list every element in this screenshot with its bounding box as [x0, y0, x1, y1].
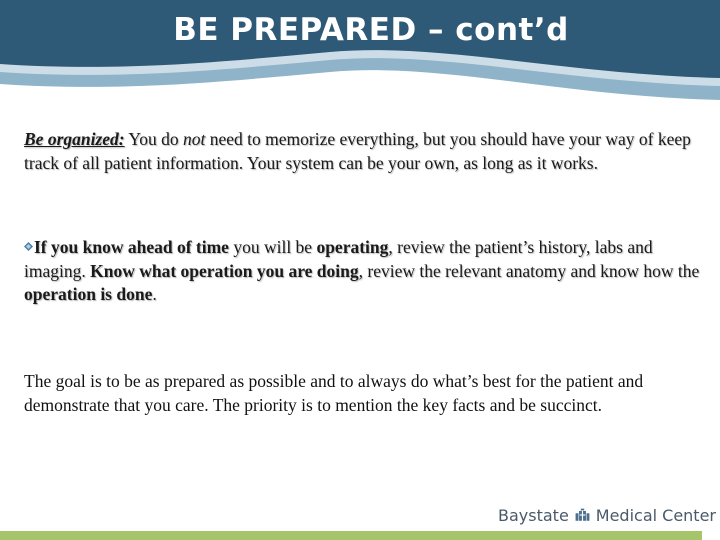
text-segment: You do: [124, 129, 183, 149]
lead-text: Be organized:: [24, 129, 125, 149]
logo-text-left: Baystate: [498, 505, 569, 525]
footer-bar-end: [702, 531, 720, 540]
baystate-logo: [498, 503, 716, 527]
header-banner: [0, 0, 720, 100]
bold-text: operating: [316, 237, 389, 257]
paragraph-organized: [24, 128, 700, 175]
baystate-mark-icon: [575, 504, 590, 526]
text-segment: , review the relevant anatomy and know how the: [358, 260, 700, 281]
text-segment: you will be: [228, 237, 317, 257]
diamond-bullet-icon: [24, 242, 33, 251]
paragraph-goal: The goal is to be as prepared as possible and to always do what’s best for the patient and demonstrate that you care. The priority is to mention the key facts and be succinct.: [24, 371, 644, 415]
emphasis-text: not: [183, 129, 206, 149]
bold-text: operation is done: [24, 284, 153, 305]
text-segment: , review the patient’s history, labs and imaging.: [24, 237, 653, 281]
footer-bar: [0, 531, 720, 540]
text-segment: .: [152, 284, 157, 305]
text-segment: need to memorize everything, but you should have your way of keep track of all patient information. Your system can be your own, as long as it works.: [24, 129, 691, 173]
bold-text: If you know ahead of time: [34, 237, 229, 257]
paragraph-bullet: [24, 236, 700, 307]
page-title: BE PREPARED – cont’d: [173, 12, 569, 48]
bold-text: Know what operation you are doing: [90, 260, 359, 281]
logo-text-right: Medical Center: [595, 505, 716, 525]
